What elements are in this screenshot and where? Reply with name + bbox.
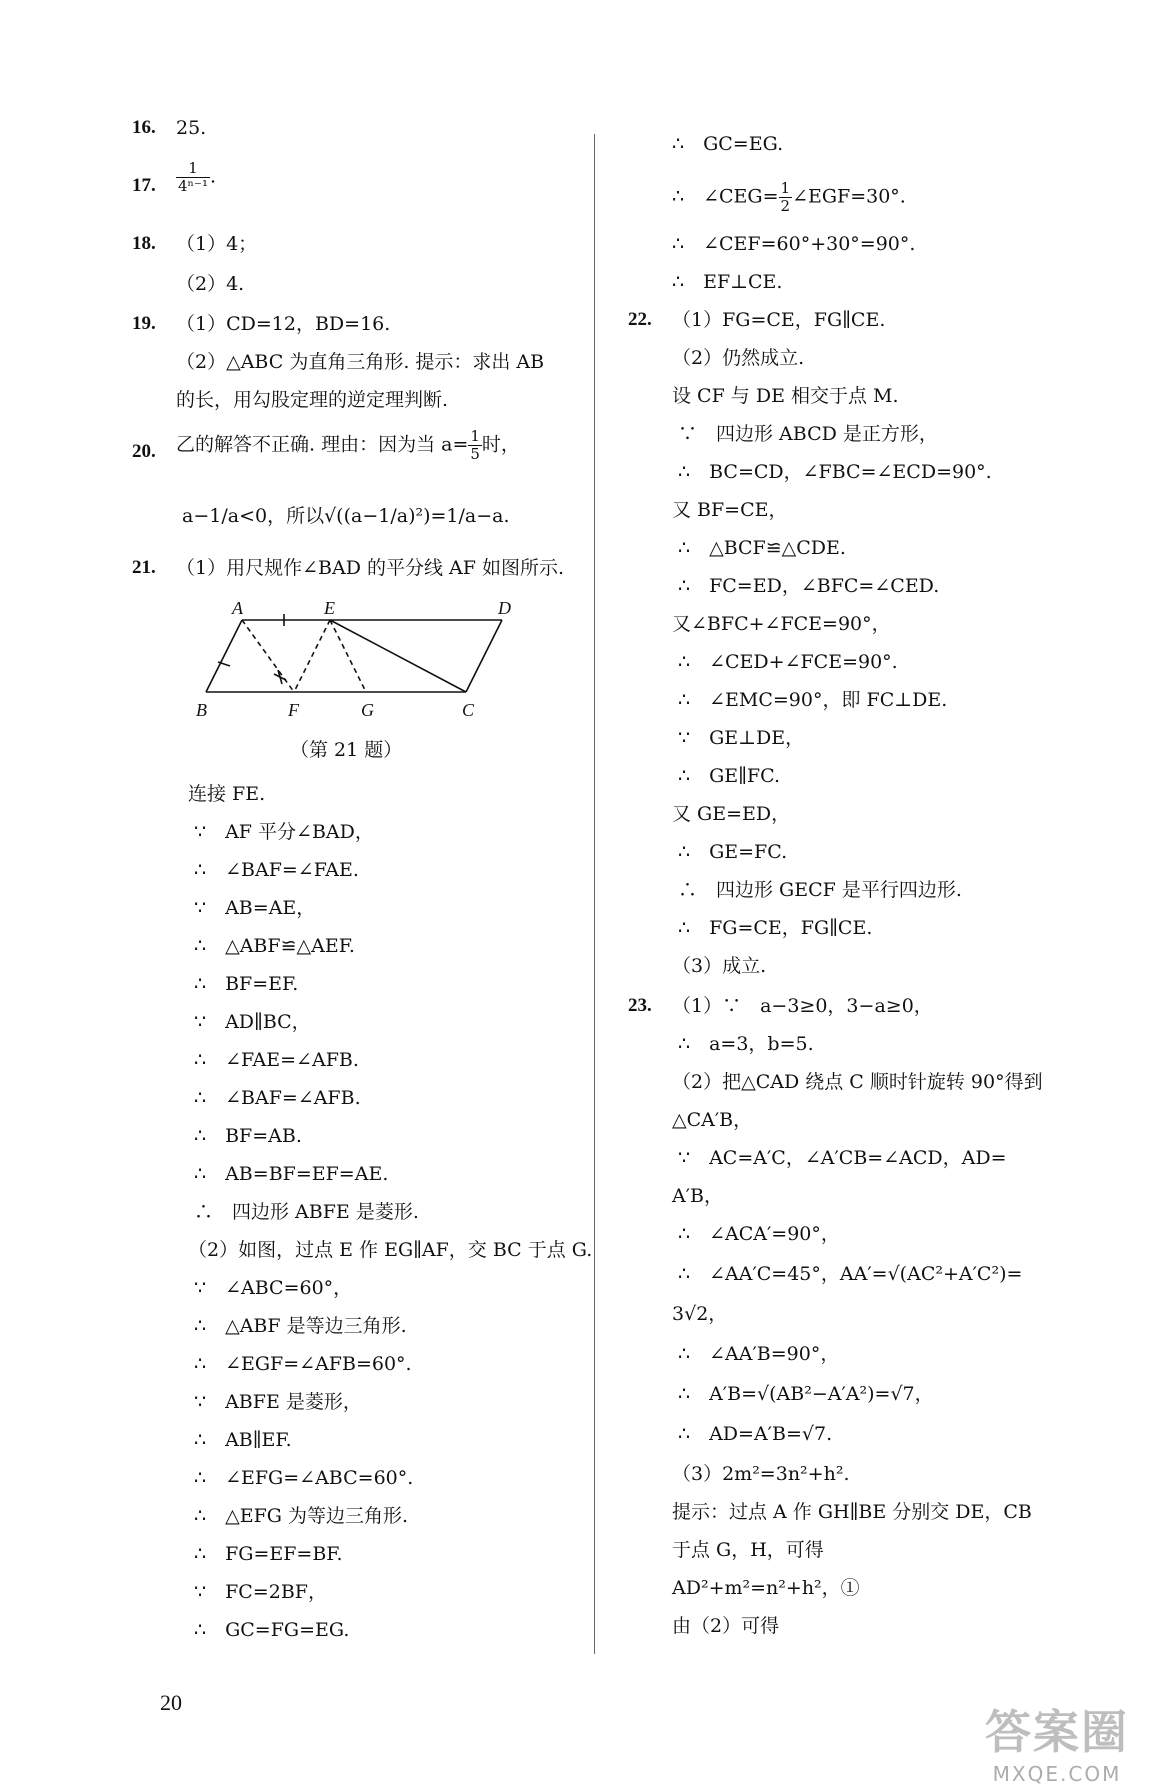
proof-line: ∴ GC=EG.	[672, 133, 784, 155]
watermark	[985, 1696, 1129, 1786]
parallelogram-figure	[196, 600, 526, 730]
proof-line: ∴ ∠CEF=60°+30°=90°.	[672, 233, 916, 255]
proof-line: ∴ ∠FAE=∠AFB.	[194, 1049, 359, 1071]
segment-EG	[330, 620, 366, 692]
label-G: G	[361, 700, 374, 720]
proof-line: ∵ ∠ABC=60°，	[194, 1277, 353, 1299]
label-D: D	[498, 600, 511, 618]
answer-line: （2）仍然成立.	[672, 347, 805, 369]
answer-line: 的长，用勾股定理的逆定理判断.	[176, 389, 449, 411]
figure-caption: （第 21 题）	[290, 739, 403, 761]
answer-line: 25.	[176, 117, 207, 139]
answer-line: 乙的解答不正确. 理由：因为当 a= $\frac{1}{5}$ 时，	[176, 427, 520, 463]
proof-line: ∴ GE∥FC.	[678, 765, 780, 787]
proof-line: ∴ △EFG 为等边三角形.	[194, 1505, 409, 1527]
proof-line: ∵ GE⊥DE，	[678, 727, 805, 749]
watermark-main: 答案圈	[985, 1705, 1129, 1759]
proof-line: ∴ ∠CEG= $\frac{1}{2}$ ∠EGF=30°.	[672, 179, 906, 215]
answer-line: （1）4；	[176, 233, 258, 255]
proof-line: ∴ △BCF≌△CDE.	[678, 537, 846, 559]
label-C: C	[462, 700, 475, 720]
proof-line: ∴ ∠EMC=90°，即 FC⊥DE.	[678, 689, 948, 711]
proof-line: A′B，	[672, 1185, 723, 1207]
proof-line: ∵ FC=2BF，	[194, 1581, 327, 1603]
proof-line: ∵ AD∥BC，	[194, 1011, 311, 1033]
proof-line: ∵ AB=AE，	[194, 897, 316, 919]
proof-line: 又 BF=CE，	[672, 499, 788, 521]
answer-line: （1）CD=12，BD=16.	[176, 313, 391, 335]
proof-line: ∴ BF=AB.	[194, 1125, 302, 1147]
proof-line: ∵ AC=A′C，∠A′CB=∠ACD，AD=	[678, 1147, 1007, 1169]
proof-line: ∴ AD=A′B=√7.	[678, 1423, 833, 1445]
proof-line: ∴ ∠AA′B=90°，	[678, 1343, 840, 1365]
answer-line: （3）成立.	[672, 955, 767, 977]
segment-DC	[466, 620, 502, 692]
item-number: 16.	[132, 117, 156, 138]
proof-line: ∴ GE=FC.	[678, 841, 788, 863]
answer-line: △CA′B，	[672, 1109, 753, 1131]
proof-line: ∴ ∠BAF=∠FAE.	[194, 859, 359, 881]
proof-line: ∴ BF=EF.	[194, 973, 299, 995]
proof-line: ∴ a=3，b=5.	[678, 1033, 814, 1055]
answer-line: $\frac{1}{\text{4ⁿ⁻¹}}$ .	[178, 159, 217, 195]
segment-AB	[206, 620, 242, 692]
proof-line: ∴ ∠BAF=∠AFB.	[194, 1087, 361, 1109]
proof-line: ∴ EF⊥CE.	[672, 271, 783, 293]
segment-EF	[294, 620, 330, 692]
watermark-sub: MXQE.COM	[992, 1762, 1122, 1786]
proof-line: ∴ GC=FG=EG.	[194, 1619, 350, 1641]
answer-line: 由（2）可得	[672, 1615, 780, 1637]
proof-line: ∴ AB∥EF.	[194, 1429, 292, 1451]
answer-line: （2）△ABC 为直角三角形. 提示：求出 AB	[176, 351, 545, 373]
item-number: 17.	[132, 175, 156, 196]
segment-EC	[330, 620, 466, 692]
proof-line: ∴ A′B=√(AB²−A′A²)=√7，	[678, 1383, 934, 1405]
proof-line: ∴ ∠CED+∠FCE=90°.	[678, 651, 898, 673]
label-E: E	[324, 600, 335, 618]
label-B: B	[196, 700, 207, 720]
column-divider	[594, 134, 595, 1654]
answer-line: （1）∵ a−3≥0，3−a≥0，	[672, 995, 933, 1017]
answer-line: 连接 FE.	[188, 783, 266, 805]
proof-line: ∴ ∠EFG=∠ABC=60°.	[194, 1467, 414, 1489]
answer-line: （1）用尺规作∠BAD 的平分线 AF 如图所示.	[176, 557, 564, 579]
proof-line: ∴ FG=EF=BF.	[194, 1543, 343, 1565]
item-number: 22.	[628, 309, 652, 330]
answer-line: a−1/a<0，所以√((a−1/a)²)=1/a−a.	[182, 505, 510, 527]
item-number: 18.	[132, 233, 156, 254]
item-number: 19.	[132, 313, 156, 334]
proof-line: ∴ △ABF 是等边三角形.	[194, 1315, 407, 1337]
item-number: 21.	[132, 557, 156, 578]
answer-line: （3）2m²=3n²+h².	[672, 1463, 850, 1485]
proof-line: ∴ AB=BF=EF=AE.	[194, 1163, 389, 1185]
answer-line: （2）如图，过点 E 作 EG∥AF，交 BC 于点 G.	[188, 1239, 593, 1261]
proof-line: ∴ FG=CE，FG∥CE.	[678, 917, 873, 939]
answer-line: 提示：过点 A 作 GH∥BE 分别交 DE，CB	[672, 1501, 1032, 1523]
proof-line: ∴ BC=CD，∠FBC=∠ECD=90°.	[678, 461, 992, 483]
label-A: A	[232, 600, 243, 618]
proof-line: 又∠BFC+∠FCE=90°，	[672, 613, 891, 635]
proof-line: ∴ ∠ACA′=90°，	[678, 1223, 840, 1245]
proof-line: ∴ 四边形 GECF 是平行四边形.	[678, 879, 962, 901]
proof-line: ∴ △ABF≌△AEF.	[194, 935, 355, 957]
answer-line: 设 CF 与 DE 相交于点 M.	[672, 385, 899, 407]
proof-line: ∴ ∠EGF=∠AFB=60°.	[194, 1353, 412, 1375]
proof-line: ∵ 四边形 ABCD 是正方形，	[678, 423, 938, 445]
segment-AF	[242, 620, 294, 692]
answer-line: （1）FG=CE，FG∥CE.	[672, 309, 886, 331]
label-F: F	[288, 700, 299, 720]
answer-line: 于点 G，H，可得	[672, 1539, 824, 1561]
proof-line: 又 GE=ED，	[672, 803, 791, 825]
proof-line: ∴ 四边形 ABFE 是菱形.	[194, 1201, 419, 1223]
page-number: 20	[160, 1690, 182, 1715]
answer-line: （2）把△CAD 绕点 C 顺时针旋转 90°得到	[672, 1071, 1043, 1093]
item-number: 23.	[628, 995, 652, 1016]
proof-line: ∴ FC=ED，∠BFC=∠CED.	[678, 575, 940, 597]
answer-line: AD²+m²=n²+h²，①	[672, 1577, 860, 1599]
item-number: 20.	[132, 441, 156, 462]
answer-line: （2）4.	[176, 273, 245, 295]
proof-line: 3√2，	[672, 1303, 728, 1325]
proof-line: ∵ ABFE 是菱形，	[194, 1391, 362, 1413]
proof-line: ∴ ∠AA′C=45°，AA′=√(AC²+A′C²)=	[678, 1263, 1023, 1285]
proof-line: ∵ AF 平分∠BAD，	[194, 821, 374, 843]
